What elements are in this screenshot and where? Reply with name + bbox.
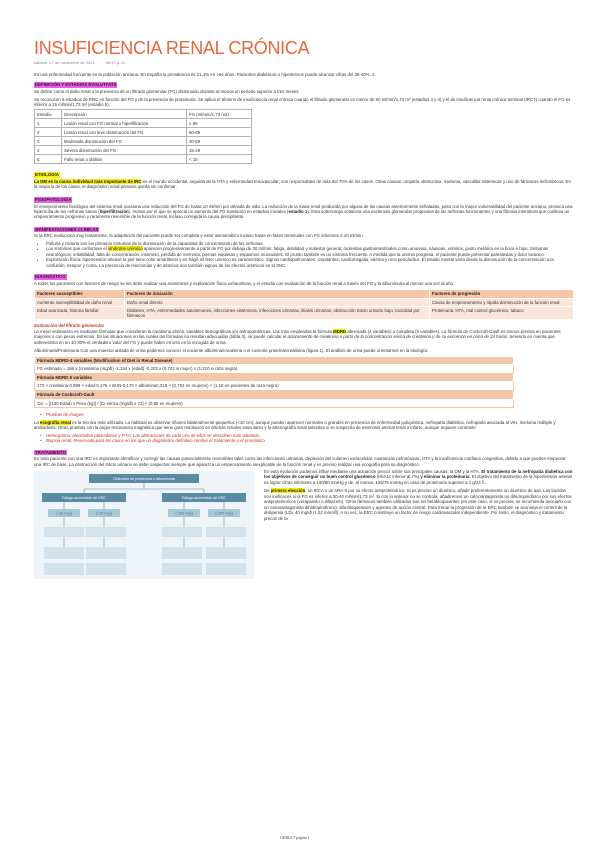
imaging-b1-text: : Las alteraciones de cada uno de ellos se describen más adelante. — [130, 432, 261, 438]
stages-header-cell: FG (ml/min/1,73 m2) — [187, 110, 252, 119]
gfr-paragraph — [34, 329, 574, 345]
diagram-box-label: ≥ 30 mg/g — [96, 511, 112, 516]
formula-expr-row — [35, 365, 514, 374]
risk-header-row — [35, 290, 574, 299]
stages-cell: < 15 — [187, 155, 252, 164]
diagram-leaf — [162, 563, 202, 575]
patho-text-a: El envejecimiento fisiológico del sistema renal ocasiona una reducción del FG de hasta 10 ml/min por década de vida. La reducción de la masa renal producida por alguna de las causas anteriormente señaladas, junto con la mayor vulnerabilidad del paciente anciano, provoca una hipertrofia de las nefronas sanas ( — [34, 203, 573, 214]
diagram-leaf — [206, 527, 246, 537]
table-row — [35, 307, 574, 320]
definition-line-2: Se reconocen 5 estadios de ERC en función del FG y de la presencia de proteinuria. Se aplica el término de insuficiencia renal crónica cuando el filtrado glomerular es menor de 60 ml/min/1,73 m² (estadios 3 y 4) y el de insuficiencia renal crónica terminal (IRCT) cuando el FG es inferior a 15 ml/min/1,73 m² (estadio 5). — [34, 96, 571, 107]
clinical-list — [34, 241, 574, 268]
diagram-leaf — [44, 563, 84, 575]
tr-right-b: (HbA1c inferior al 7%) — [375, 474, 421, 480]
stages-row — [35, 155, 252, 164]
clinical-b2-a: Los síntomas que conforman el — [46, 246, 108, 252]
formula-name-row — [35, 373, 514, 382]
formula-expr-row — [35, 399, 514, 408]
diagram-box-label: < 200 mg/g — [174, 511, 194, 516]
risk-header-cell: Factores susceptibles — [35, 290, 125, 299]
gfr-text-c: , teniendo en cuenta que sobreestima en un 10-30% el verdadero valor del FG y puede haber errores en la recogida de orina. — [34, 334, 555, 345]
stages-cell: Severa disminución del FG — [62, 146, 187, 155]
clinical-b2-b: aparecen progresivamente a partir de FG por debajo de 30 ml/min: fatiga, debilidad y malestar general; molestias gastrointestinales como anorexia, náuseas, vómitos, gusto metálico en la boca e hipo. Síntomas neurológicos: irritabilidad, falta de concentración, insomnio, pérdida de memoria, piernas inquietas y espasmos musculares. El prurito también es un síntoma frecuente. A medida que la uremia progresa, el paciente puede presentar parestesias y dolor torácico. — [46, 246, 549, 257]
gfr-italic: aclaramiento de creatinina a partir de la concentración sérica de creatinina y de su excreción en orina de 24 horas — [287, 334, 508, 340]
proteinuria-diagram — [34, 471, 254, 579]
gfr-text-b: abreviada (4 variables) o completa (6 variables). La fórmula de Cockcroft-Gault es menos precisa en pacientes mayores o con pesos extremos. En las situaciones en las cuales las fórmulas no resultan adecuadas (tabla 3), se puede calcular el — [34, 328, 561, 340]
risk-cell: Diabetes, HTA, enfermedades autoinmunes, infecciones sistémicas, infecciones urinarias, litiasis urinarias, obstrucción tracto urinario bajo, toxicidad por fármacos — [125, 307, 430, 320]
tr-right-a: En esta evolución podemos influir mediante una actuación precoz sobre sus principales causas: la DM y la HTA. — [264, 469, 482, 475]
stages-row — [35, 119, 252, 128]
list-item: • Poliuria y nicturia son los primeros síntomas de la disminución de la capacidad de concentración de las nefronas. — [46, 241, 574, 246]
diagram-top-label: Detección de proteinuria o albuminuria — [113, 477, 175, 482]
diagnosis-intro: A todos los pacientes con factores de riesgo se les debe realizar una anamnesis y exploración física exhaustivas, y el estudio con evaluación de la función renal a través del FG y la albuminuria al menos una vez al año. — [34, 280, 455, 286]
imaging-text-a: La — [34, 419, 41, 425]
stages-header-row — [35, 110, 252, 119]
imaging-bold: ecografía renal — [40, 419, 71, 425]
etiology-highlight: La DM es la causa individual más importante de IRC — [34, 179, 142, 184]
etiology-heading: ETIOLOGÍA — [35, 172, 59, 178]
diagram-leaf — [206, 547, 246, 559]
stages-cell: 2 — [35, 128, 62, 137]
formula-name: Fórmula MDRD 6 variables — [35, 373, 514, 382]
stages-row — [35, 128, 252, 137]
gfr-text-a: La mejor estimación es mediante fórmulas que consideran la creatinina sérica, variables demográficas y/o antropométricas. Las más empleadas la fórmula — [34, 328, 334, 334]
definition-heading: DEFINICIÓN Y ESTADIOS EVOLUTIVOS — [35, 82, 117, 88]
tr-right-mark: primera elección — [270, 488, 306, 494]
imaging-list — [34, 433, 574, 444]
treatment-right-text — [264, 469, 574, 523]
definition-line-1: Se define como el daño renal o la presencia de un filtrado glomerular (FG) disminuido durante al menos un periodo superior a tres meses. — [34, 89, 300, 95]
diagram-leaf — [162, 527, 202, 537]
formulas-table — [34, 356, 514, 409]
treatment-heading: TRATAMIENTO — [35, 449, 66, 455]
stages-cell: 3 — [35, 137, 62, 146]
imaging-heading: Pruebas de imagen — [46, 412, 84, 418]
risk-header-cell: Factores de progresión — [430, 290, 574, 299]
page-date: sábado, 27 de noviembre de 2021 — [34, 60, 95, 65]
diagram-box-label: ≥ 200 mg/g — [215, 511, 233, 516]
diagram-leaf — [162, 547, 202, 559]
risk-cell: Daño renal directo — [125, 298, 430, 306]
formula-name-row — [35, 356, 514, 365]
list-item — [46, 438, 574, 443]
imaging-text-b: es la técnica más utilizada. Lo habitual es observar riñones bilateralmente pequeños (<10 cm), aunque pueden aparecer normales o grandes en presencia de enfermedad poliquística, nefropatía diabética, nefropatía asociada al VIH, mieloma múltiple y amiloidosis. Otras pruebas con la angio-resonancia magnética que tiene gran resolución en arterias renales vasculares y la arteriografía renal selectiva si se sospecha de estenosis arterial renal o infarto, aunque requiere contraste. — [34, 419, 556, 431]
imaging-b1-label: Hemograma, electrolitos plasmáticos y PTH — [46, 432, 131, 438]
page-title: INSUFICIENCIA RENAL CRÓNICA — [34, 38, 310, 58]
list-item — [46, 246, 574, 257]
diagram-left-label: Riesgo aumentado de ERC — [62, 496, 106, 501]
page-time: 06:47 p. m. — [105, 60, 126, 65]
imaging-b2-label: Biopsia renal — [46, 438, 72, 444]
imaging-paragraph — [34, 420, 574, 431]
diagram-right-label: Riesgo aumentado de ERC — [182, 496, 226, 501]
document-body — [34, 72, 574, 579]
tr-right-e: , un IECA o un ARA-II por su efecto antiproteinúrico. Si es preciso un diurético, añadir preferentemente un diurético de asa. Las tiazidas son ineficaces si el FG es inferior a 30-40 ml/min/1,73 m². Si con lo anterior no se controla, añadiremos un calcioantagonista no dihidropiridínico por sus efectos antiproteinúricos (verapamilo o diltiazem). Otros fármacos también utilizados son los betabloqueantes (en este caso, si es preciso, se recomienda asociarlo con un calcioantagonista dihidropiridínico), alfa-bloqueantes y agentes de acción central. Para frenar la progresión de la ERC también se aconseja el control de la dislipemia (LDL 40 mg/dl (1,02 mmol/l). A su vez, la ERC constituye un factor de riesgo cardiovascular independiente. Por tanto, el diagnóstico y tratamiento precoz de la — [264, 488, 572, 521]
tr-right-bold-2: y eliminar la proteinuria — [420, 474, 470, 480]
diagram-leaf — [206, 563, 246, 575]
stages-cell: 60-89 — [187, 128, 252, 137]
treatment-right-paragraph-2 — [264, 488, 574, 521]
stages-row — [35, 146, 252, 155]
clinical-intro: Si la ERC evoluciona muy lentamente, la adaptación del paciente puede ser completa y estar asintomático incluso hasta en fases terminales con FG inferiores a 10 ml/min. — [34, 233, 364, 239]
tr-right-c: . El objetivo del tratamiento de la hipertensión arterial es lograr cifras inferiores a 130/80 mmHg y de, al menos, 125/75 mmHg en caso de proteinuria superior a 1 g/24 h. — [264, 474, 572, 485]
stages-cell: 5 — [35, 155, 62, 164]
patho-text-c: ). Esta sobrecarga ocasiona una esclerosis glomerular progresiva de las nefronas funcionantes y una fibrosis intersticial que conlleva un empeoramiento progresivo y raramente reversible de la función renal, incluso corregida la causa precipitante. — [34, 208, 570, 220]
imaging-heading-list — [34, 412, 574, 417]
list-item: • Exploración física: hipertensión arterial; la piel tiene color amarillento y es frágil. El fetor urémico es característico. Signos cardiopulmonares: crepitantes, cardiomegalia, edema y roce pericárdico. El estado mental varía desde la disminución de la concentración a la confusión, estupor y coma. La presencia de miocIonías y de asterixis son también signos de los efectos urémicos en el SNC. — [46, 257, 574, 268]
patho-bold-2: estadio 1 — [288, 208, 308, 214]
albumin-paragraph: Albuminuria/Proteinuria Con una muestra aislada de orina podemos conocer el cociente albúmina/creatinina o el cociente proteína/creatinina (figura 1). El análisis de orina puede orientarnos en la etiología. — [34, 348, 429, 354]
risk-cell: Edad avanzada, historia familiar — [35, 307, 125, 320]
formula-expression: 170 × creatinina-0,999 × edad-0,176 × BUN-0,170 × albúmina0,318 × (0,762 en mujeres) × (1,18 en pacientes de raza negra) — [35, 382, 514, 391]
risk-cell: Aumento susceptibilidad de daño renal — [35, 298, 125, 306]
formula-name: Fórmula MDRD-4 variables (Modification of Diet in Renal Disease) — [35, 356, 514, 365]
stages-table — [34, 109, 252, 164]
patho-bold-1: hiperfiltración — [99, 208, 129, 214]
stages-cell: Fallo renal o diálisis — [62, 155, 187, 164]
diagram-svg — [34, 471, 254, 579]
diagram-leaf — [86, 547, 126, 559]
diagram-leaf — [86, 563, 126, 575]
treatment-right-paragraph-1 — [264, 469, 574, 485]
formula-expression: FG estimado = 186 x (creatinina (mg/dl) -1,154 x (edad) -0,203 x (0,742 si mujer) x (1,210 si raza negra) — [35, 365, 514, 374]
treatment-paragraph: En todo paciente con una IRC es importante identificar y corregir las causas potencialmente reversibles tales como las infecciones urinarias, depleción del volumen extracelular, sustancias nefrotóxicas, HTA y la insuficiencia cardíaca congestiva, debido a que pueden empeorar una IRC de base. La obstrucción del tracto urinario se debe sospechar siempre que aparezca un empeoramiento inexplicable de la función renal y es preciso realizar una ecografía para su diagnóstico. — [34, 456, 566, 467]
stages-cell: 4 — [35, 146, 62, 155]
stages-header-cell: Descripción — [62, 110, 187, 119]
diagram-leaf — [86, 527, 126, 537]
intro-paragraph: Es una enfermedad frecuente en la población anciana. En España la prevalencia es 21,4% en >64 años. Pacientes diabéticos o hipertensos puede alcanzar cifras del 35-40%. 2. — [34, 72, 376, 77]
treatment-bottom — [34, 469, 574, 579]
patho-text-b: ), motivo por el que se aprecia un aumento del FG transitorio en estadios iniciales ( — [128, 208, 289, 214]
gfr-heading: Estimación del filtrado glomerular — [34, 323, 105, 329]
tr-right-bold-1: El tratamiento de la nefropatía diabética con los objetivos de conseguir un buen control glucémico — [264, 469, 573, 480]
imaging-b2-text: . Reservada para los casos en los que un diagnóstico definitivo cambie el tratamiento o el pronóstico. — [71, 438, 266, 444]
stages-cell: 1 — [35, 119, 62, 128]
diagram-leaf — [44, 527, 84, 537]
stages-cell: Lesión renal con FG normal o hiperfiltración — [62, 119, 187, 128]
gfr-mark: MDRD — [333, 328, 347, 334]
stages-row — [35, 137, 252, 146]
page-footer: GERIA 7 página 1 — [280, 835, 310, 840]
page-meta — [34, 60, 126, 65]
risk-header-cell: Factores de iniciación — [125, 290, 430, 299]
formula-expr-row — [35, 382, 514, 391]
etiology-paragraph — [34, 179, 574, 190]
diagram-leaf — [44, 547, 84, 559]
stages-cell: 30-59 — [187, 137, 252, 146]
stages-cell: Moderada disminución del FG — [62, 137, 187, 146]
diagram-box-label: < 30 mg/g — [55, 511, 73, 516]
formula-name-row — [35, 391, 514, 400]
pathophysiology-heading: FISIOPATOLOGÍA — [35, 196, 72, 202]
formula-name: Fórmula de Cockcroft-Gault — [35, 391, 514, 400]
diagnosis-heading: DIAGNÓSTICO — [35, 274, 66, 280]
tr-right-d: De — [264, 488, 271, 494]
stages-cell: ≥ 90 — [187, 119, 252, 128]
stages-cell: Lesión renal con leve disminución del FG — [62, 128, 187, 137]
clinical-b2-mark: síndrome urémico — [107, 246, 143, 252]
risk-cell: Causa de empeoramiento y rápida disminución de la función renal — [430, 298, 574, 306]
etiology-text: en el mundo occidental, seguida de la HTA y enfermedad renovascular; son responsables de más del 70% de los casos. Otras causas: uropatía obstructiva, mieloma, vasculitis sistémicas y uso de fármacos nefrotóxicos. En la mayoría de los casos, el diagnóstico renal primario queda sin confirmar. — [34, 179, 571, 190]
list-item — [46, 412, 574, 417]
stages-cell: 15-29 — [187, 146, 252, 155]
pathophysiology-paragraph — [34, 204, 574, 220]
table-row — [35, 298, 574, 306]
risk-cell: Proteinuria, HTA, mal control glucémico, tabaco — [430, 307, 574, 320]
stages-header-cell: Estadio — [35, 110, 62, 119]
risk-factors-table — [34, 289, 574, 320]
formula-expression: Ccr = [(140-Edad) x Peso (kg)] / [Cr sérica (mg/dl) x 72] × (0,85 en mujeres) — [35, 399, 514, 408]
clinical-heading: MANIFESTACIONES CLÍNICAS — [35, 226, 99, 232]
